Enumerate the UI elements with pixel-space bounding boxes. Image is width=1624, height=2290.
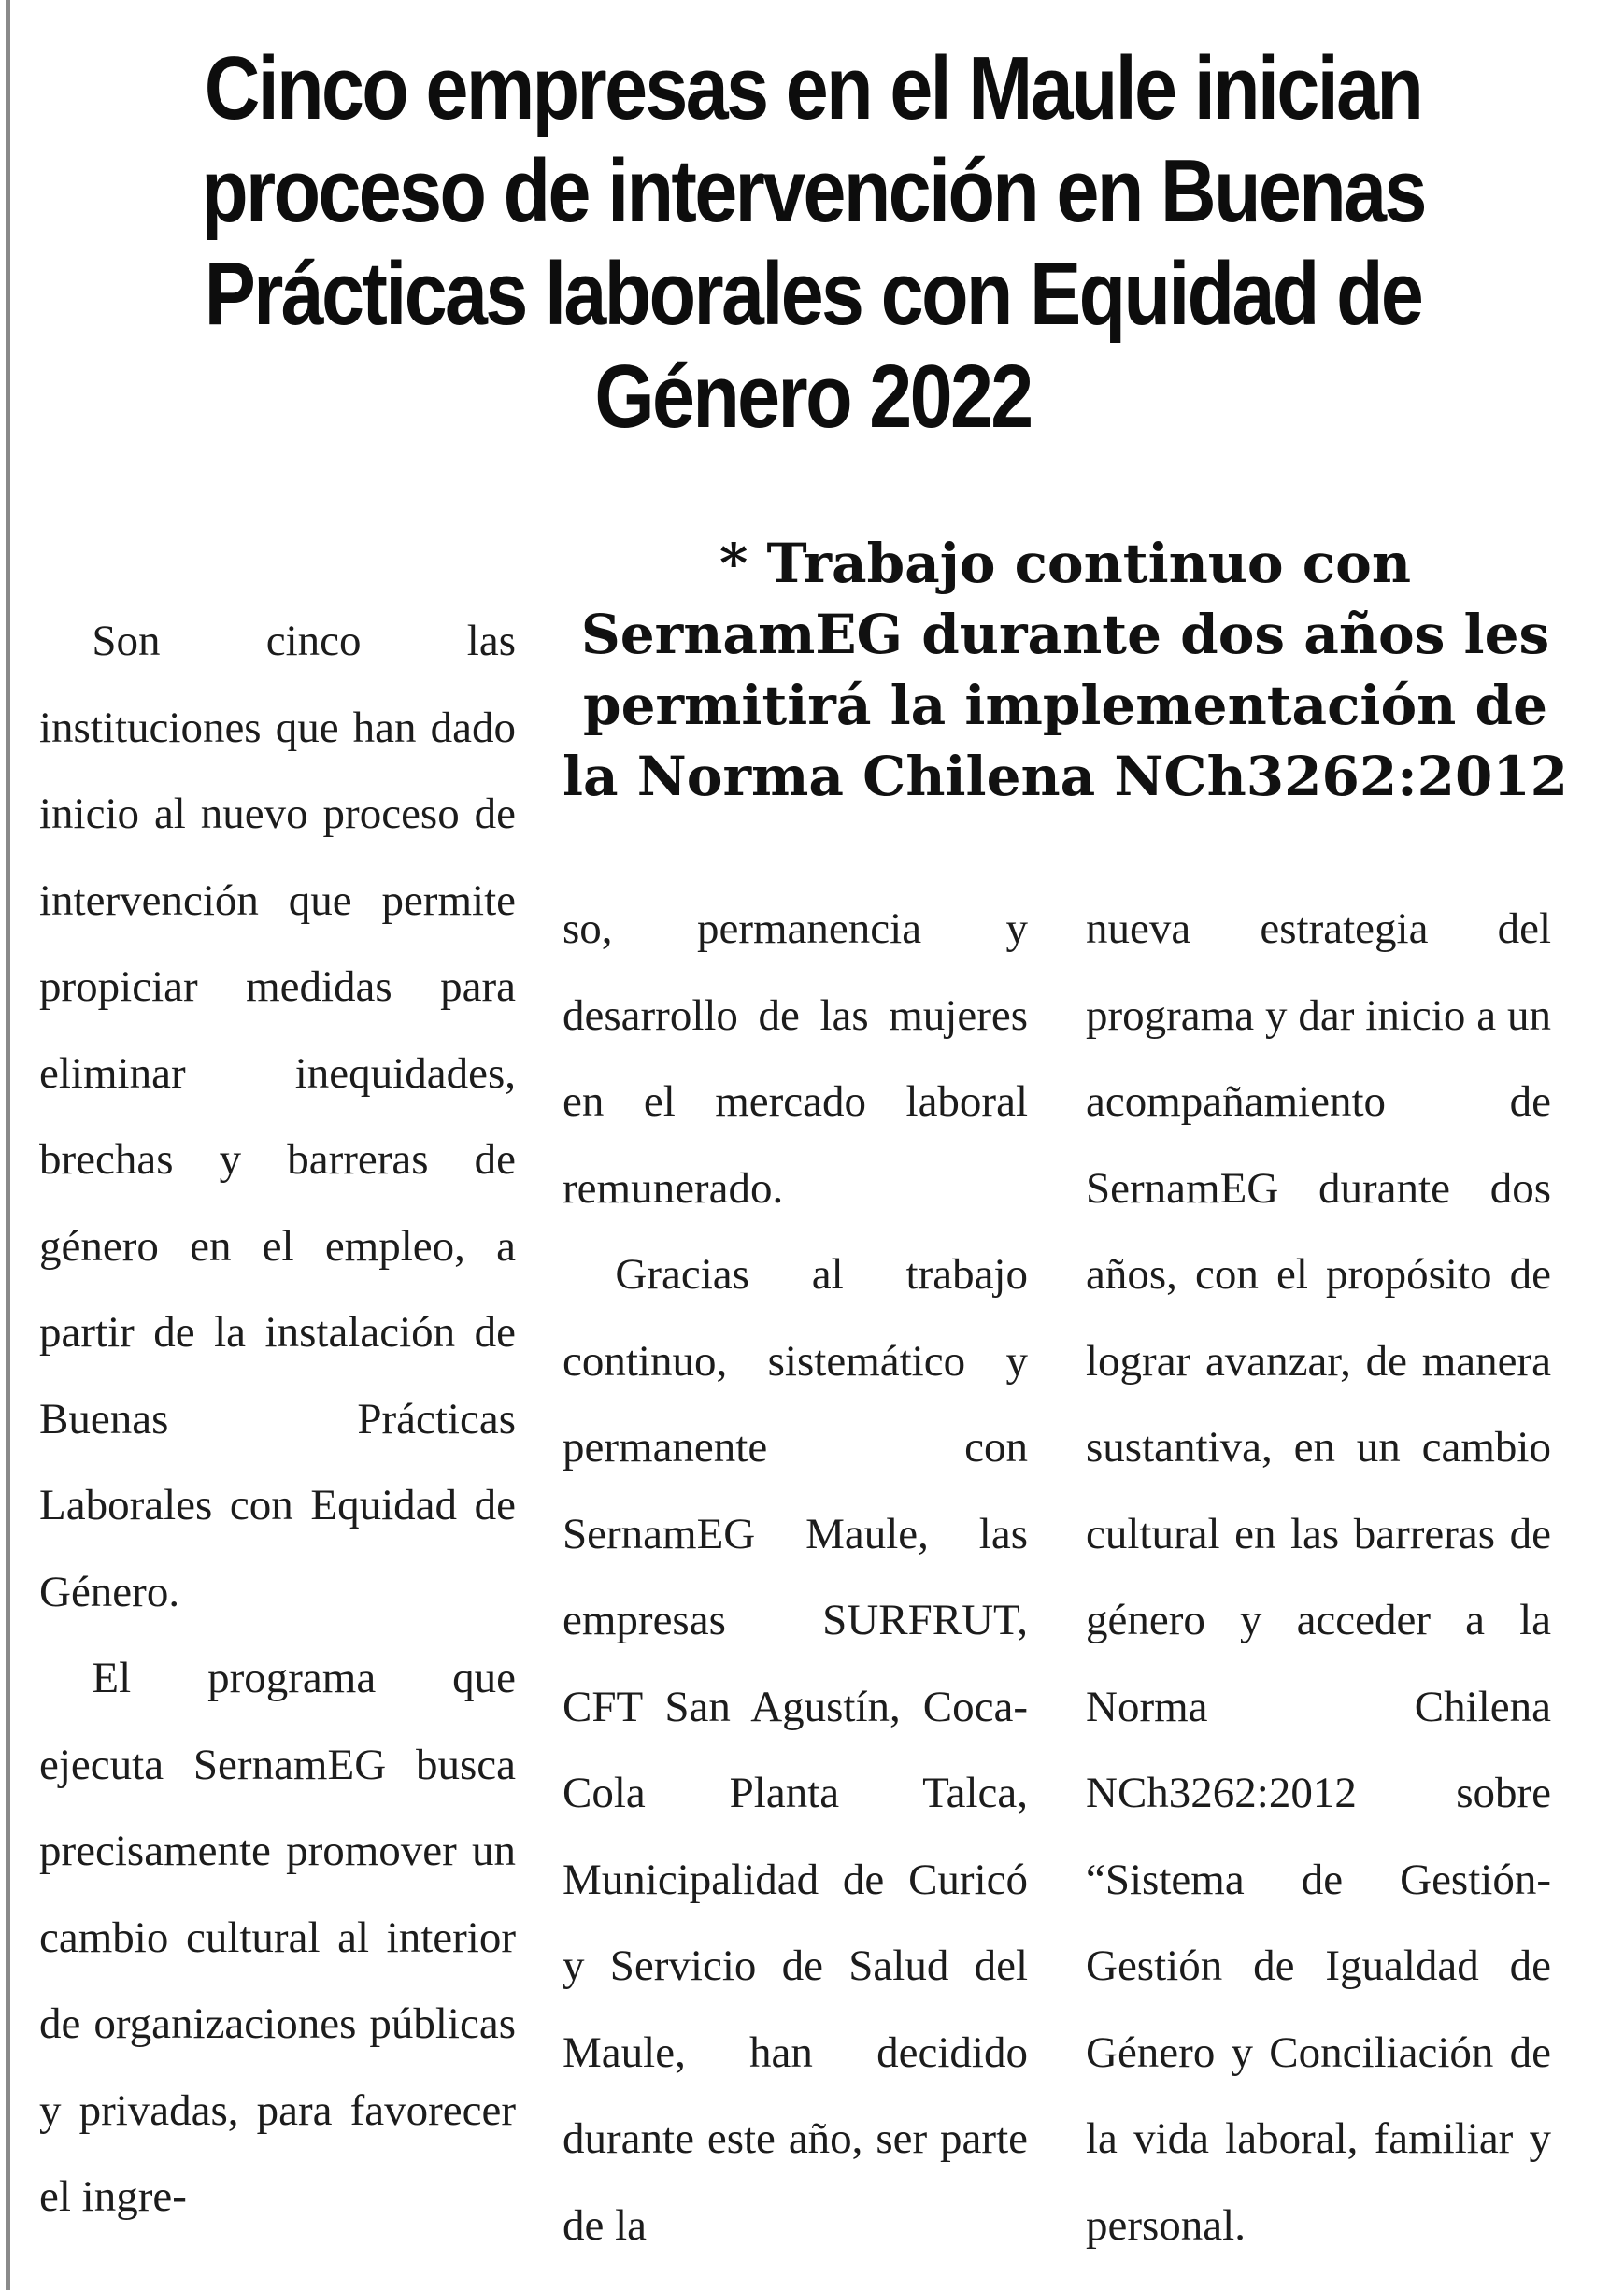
paragraph-3-start: Gracias al trabajo continuo, sistemático y permanente con SernamEG Maule, las empresas SURFRUT, CFT San Agustín, Coca-Cola Planta Talca, Municipalidad de Curicó y Servicio de Salud del Maule, han decidido durante este año, ser parte de la [563,1250,1028,2250]
article-subheadline: * Trabajo continuo con SernamEG durante dos años les permitirá la implementación de la Norma Chilena NCh3262:2012 [562,532,1569,808]
left-column-rule [6,0,10,2290]
paragraph-1: Son cinco las instituciones que han dado inicio al nuevo proceso de intervención que permite propiciar medidas para eliminar inequidades, brechas y barreras de género en el empleo, a partir de la instalación de Buenas Prácticas Laborales con Equidad de Género. [39,617,516,1616]
text-column-1 [39,598,516,2240]
article-headline: Cinco empresas en el Maule inician proceso de intervención en Buenas Prácticas laborales con Equidad de Género 2022 [201,38,1425,447]
text-column-3 [1086,886,1551,2269]
paragraph-2-end: so, permanencia y desarrollo de las mujeres en el mercado laboral remunerado. [563,904,1028,1213]
text-column-2 [563,886,1028,2269]
paragraph-2-start: El programa que ejecuta SernamEG busca precisamente promover un cambio cultural al interior de organizaciones públicas y privadas, para favorecer el ingre- [39,1654,516,2221]
paragraph-3-end: nueva estrategia del programa y dar inicio a un acompañamiento de SernamEG durante dos años, con el propósito de lograr avanzar, de manera sustantiva, en un cambio cultural en las barreras de género y acceder a la Norma Chilena NCh3262:2012 sobre “Sistema de Gestión-Gestión de Igualdad de Género y Conciliación de la vida laboral, familiar y personal. [1086,904,1551,2250]
